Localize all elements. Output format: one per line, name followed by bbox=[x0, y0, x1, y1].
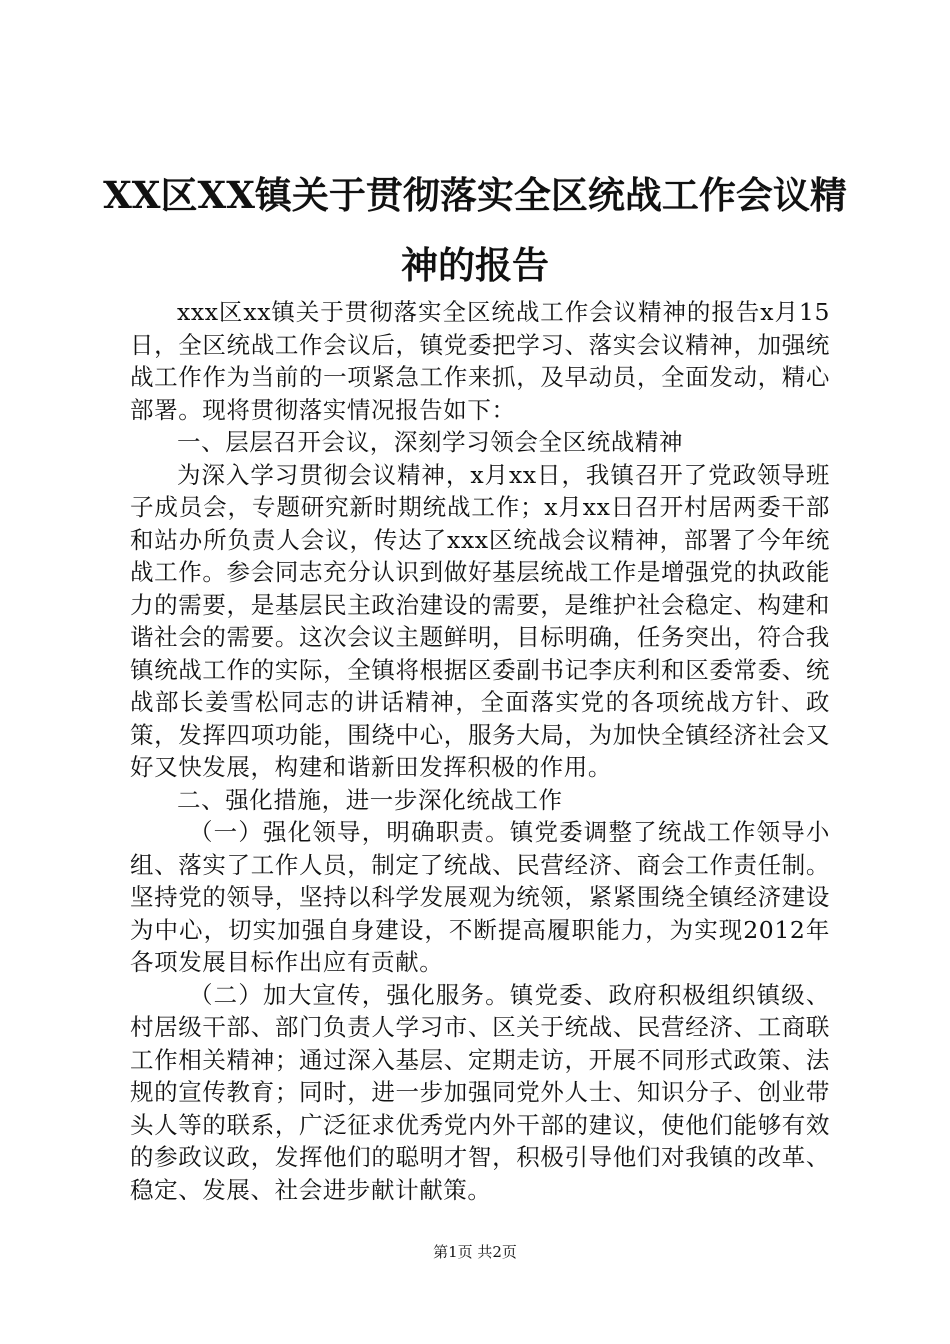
paragraph-subsection-1: （一）强化领导，明确职责。镇党委调整了统战工作领导小组、落实了工作人员，制定了统战、民营经济、商会工作责任制。坚持党的领导，坚持以科学发展观为统领，紧紧围绕全镇经济建设为中心，切实加强自身建设，不断提高履职能力，为实现2012年各项发展目标作出应有贡献。 bbox=[130, 818, 830, 976]
paragraph-section-1: 为深入学习贯彻会议精神，x月xx日，我镇召开了党政领导班子成员会，专题研究新时期统战工作；x月xx日召开村居两委干部和站办所负责人会议，传达了xxx区统战会议精神，部署了今年统战工作。参会同志充分认识到做好基层统战工作是增强党的执政能力的需要，是基层民主政治建设的需要，是维护社会稳定、构建和谐社会的需要。这次会议主题鲜明，目标明确，任务突出，符合我镇统战工作的实际，全镇将根据区委副书记李庆利和区委常委、统战部长姜雪松同志的讲话精神，全面落实党的各项统战方针、政策，发挥四项功能，围绕中心，服务大局，为加快全镇经济社会又好又快发展，构建和谐新田发挥积极的作用。 bbox=[130, 460, 830, 781]
document-title bbox=[100, 160, 850, 300]
title-line-1: XX区XX镇关于贯彻落实全区统战工作会议精 bbox=[103, 173, 847, 217]
section-heading-2: 二、强化措施，进一步深化统战工作 bbox=[177, 785, 563, 814]
section-heading-1: 一、层层召开会议，深刻学习领会全区统战精神 bbox=[177, 428, 684, 456]
paragraph-subsection-2: （二）加大宣传，强化服务。镇党委、政府积极组织镇级、村居级干部、部门负责人学习市、区关于统战、民营经济、工商联工作相关精神；通过深入基层、定期走访，开展不同形式政策、法规的宣传教育；同时，进一步加强同党外人士、知识分子、创业带头人等的联系，广泛征求优秀党内外干部的建议，使他们能够有效的参政议政，发挥他们的聪明才智，积极引导他们对我镇的改革、稳定、发展、社会进步献计献策。 bbox=[130, 980, 830, 1204]
page-number-footer: 第1页 共2页 bbox=[433, 1243, 517, 1261]
title-line-2: 神的报告 bbox=[401, 243, 549, 287]
document-body bbox=[130, 296, 830, 1206]
paragraph-intro: xxx区xx镇关于贯彻落实全区统战工作会议精神的报告x月15日，全区统战工作会议后，镇党委把学习、落实会议精神，加强统战工作作为当前的一项紧急工作来抓，及早动员，全面发动，精心部署。现将贯彻落实情况报告如下： bbox=[130, 298, 830, 424]
